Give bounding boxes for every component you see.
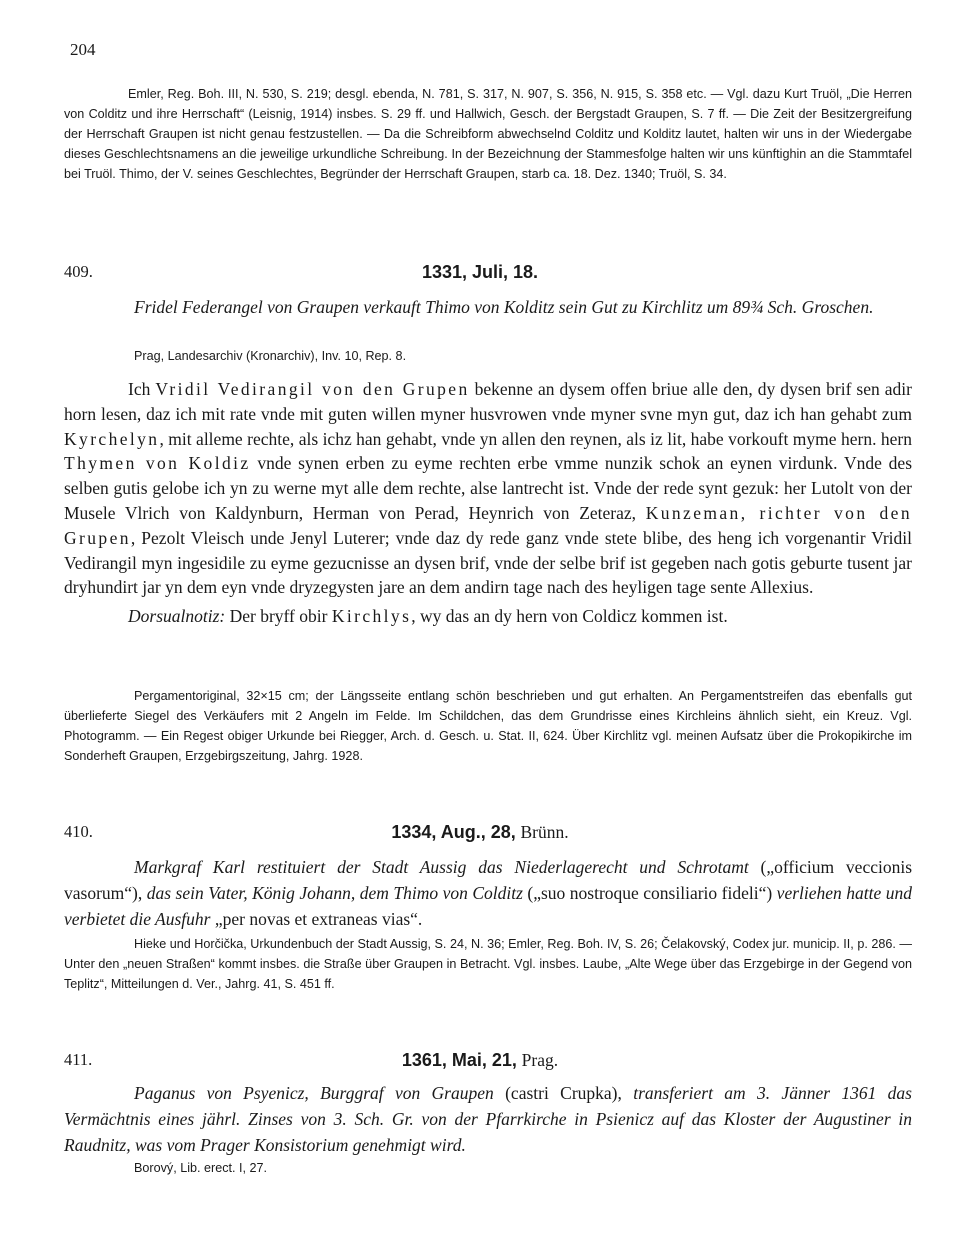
regest-text: Fridel Federangel von Graupen verkauft Thimo von Kolditz sein Gut zu Kirchlitz um 89¾ Sch. Groschen. [134, 297, 874, 317]
name-kunzeman: Kunzeman, richter von den Grupen [64, 502, 913, 548]
name-vridil: Vridil Vedirangil von den Grupen [155, 379, 470, 399]
regest-italic: das sein Vater, König Johann, dem Thimo von Colditz [146, 883, 523, 903]
entry-number-410: 410. [64, 822, 93, 841]
charter-text-409 [64, 377, 912, 629]
charter-paragraph [64, 377, 912, 600]
entry-place: Brünn. [520, 822, 569, 842]
regest-409 [64, 294, 912, 320]
name-kyrchelyn: Kyrchelyn [64, 428, 160, 449]
regest-quote: („suo nostroque consiliario fideli“) [522, 883, 777, 903]
text-segment: bekenne an dysem offen briue alle den, dy dysen brif sen adir horn lesen, daz ich mit rate vnde mit guten willen myner husvrowen vnde myner svne myn gut, daz ich han gehabt zum [64, 379, 912, 424]
text-segment: Ich [128, 379, 156, 399]
regest-plain: (castri Crupka), [493, 1083, 634, 1103]
regest-italic: verliehen hatte und verbietet die Ausfuhr [64, 883, 912, 929]
source-text: Borový, Lib. erect. I, 27. [134, 1161, 267, 1175]
source-409 [64, 346, 912, 366]
entry-number-409: 409. [64, 262, 93, 281]
entry-date-411 [0, 1050, 960, 1071]
footnote-top [64, 84, 912, 184]
text-segment: , wy das an dy hern von Coldicz kommen ist. [411, 606, 728, 627]
entry-date-value: 1331, Juli, 18. [421, 262, 539, 282]
text-segment: Der bryff obir [225, 606, 332, 627]
footnote-text: Emler, Reg. Boh. III, N. 530, S. 219; desgl. ebenda, N. 781, S. 317, N. 907, S. 356, N. 915, S. 358 etc. — Vgl. dazu Kurt Truöl, „Die Herren von Colditz und ihre Herrschaft“ (Leisnig, 1914) insbes. S. 29 ff. und Hallwich, Gesch. der Bergstadt Graupen, S. 7 ff. — Die Zeit der Besitzergreifung der Herrschaft Graupen ist nicht genau festzustellen. — Da die Schreibform abwechselnd Colditz und Kolditz lautet, halten wir uns in der Wiedergabe dieses Geschlechtsnamens an die jeweilige urkundliche Schreibung. In der Bezeichnung der Stammesfolge halten wir uns künftighin an die Stammtafel bei Truöl. Thimo, der V. seines Geschlechtes, Begründer der Herrschaft Graupen, starb ca. 18. Dez. 1340; Truöl, S. 34. [64, 87, 912, 181]
regest-quote: („officium veccionis vasorum“), [64, 857, 913, 903]
text-segment: vnde synen erben zu eyme rechten erbe vmme nunzik schok an eynen virdunk. Vnde des selben gutis gelobe ich yn zu werne myt alle dem rechte, alse lantrecht ist. Vnde der rede synt gezuk: her Lutolt von der Musele Vlrich von Kaldynburn, Herman von Perad, Heynrich von Zeteraz, [64, 453, 913, 523]
entry-date-410 [0, 822, 960, 843]
page-number: 204 [70, 40, 96, 59]
regest-quote: „per novas et extraneas vias“. [210, 909, 423, 929]
regest-410 [64, 854, 912, 932]
name-kirchlys: Kirchlys [331, 606, 412, 627]
regest-411 [64, 1080, 912, 1158]
entry-place: Prag. [521, 1050, 559, 1070]
regest-italic: Markgraf Karl restituiert der Stadt Aussig das Niederlagerecht und Schrotamt [134, 857, 749, 877]
dorsual-note [64, 604, 912, 629]
entry-number-411: 411. [64, 1050, 93, 1069]
entry-date-409 [0, 262, 960, 283]
text-segment: , mit alleme rechte, als ichz han gehabt, vnde yn allen den reynen, als iz lit, habe vorkouft myme hern. hern [159, 428, 912, 449]
source-411 [64, 1158, 912, 1178]
source-text: Hieke und Horčička, Urkundenbuch der Stadt Aussig, S. 24, N. 36; Emler, Reg. Boh. IV, S. 26; Čelakovský, Codex jur. municip. II, p. 286. — Unter den „neuen Straßen“ kommt insbes. die Straße über Graupen in Betracht. Vgl. insbes. Laube, „Alte Wege über das Erzgebirge in der Gegend von Teplitz“, Mitteilungen d. Ver., Jahrg. 41, S. 451 ff. [64, 937, 912, 991]
regest-italic: transferiert am 3. Jänner 1361 das Vermächtnis eines jährl. Zinses von 3. Sch. Gr. von der Pfarrkirche in Psienicz auf das Kloster der Augustiner in Raudnitz, was vom Prager Konsistorium genehmigt wird. [64, 1083, 912, 1155]
note-409 [64, 686, 912, 766]
dorsual-label: Dorsualnotiz: [128, 606, 226, 627]
name-thymen: Thymen von Koldiz [64, 453, 251, 474]
text-segment: , Pezolt Vleisch unde Jenyl Luterer; vnde daz dy rede ganz vnde stete blibe, des heng ich vorgenantir Vridil Vedirangil myn ingesidile zu eyme gezucnisse an dysen brif, vnde der selbe brif ist gegeben nach gotis geburte tusent jar dryhundirt jar yn dem eyn vnde dryzegysten jare an dem andirn tage nach des heyligen tage sente Allexius. [64, 527, 912, 598]
entry-date-value: 1334, Aug., 28, [391, 822, 516, 842]
note-text: Pergamentoriginal, 32×15 cm; der Längsseite entlang schön beschrieben und gut erhalten. An Pergamentstreifen das ebenfalls gut überlieferte Siegel des Verkäufers mit 2 Angeln im Felde. Im Schildchen, das dem Grundrisse eines Kirchleins ähnlich sieht, ein Kreuz. Vgl. Photogramm. — Ein Regest obiger Urkunde bei Riegger, Arch. d. Gesch. u. Stat. II, 624. Über Kirchlitz vgl. meinen Aufsatz über die Prokopikirche im Sonderheft Graupen, Erzgebirgszeitung, Jahrg. 1928. [64, 689, 912, 763]
entry-date-value: 1361, Mai, 21, [401, 1050, 517, 1070]
regest-italic: Paganus von Psyenicz, Burggraf von Graupen [134, 1083, 494, 1103]
source-text: Prag, Landesarchiv (Kronarchiv), Inv. 10, Rep. 8. [134, 349, 407, 363]
source-410 [64, 934, 912, 994]
